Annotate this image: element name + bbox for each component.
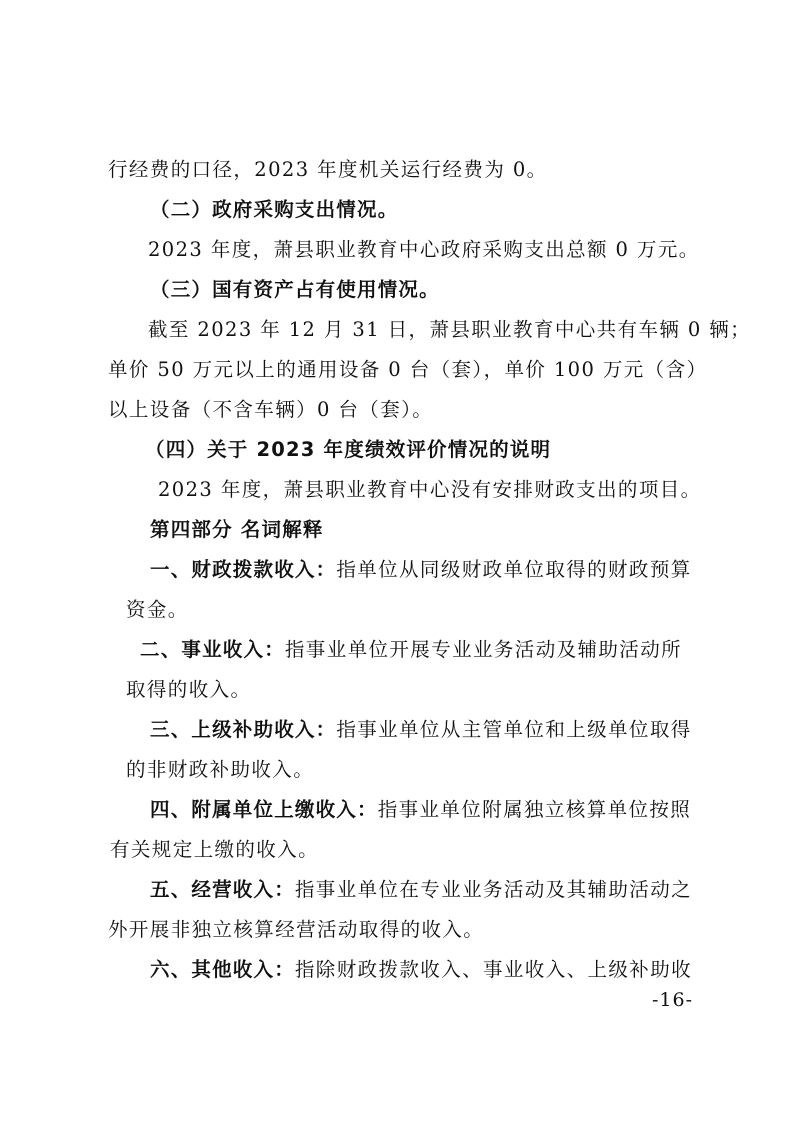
term-text-continued: 有关规定上缴的收入。 — [110, 838, 320, 861]
term-text: 指事业单位从主管单位和上级单位取得 — [336, 718, 692, 741]
term-label: 五、经营收入： — [150, 878, 295, 901]
paragraph-line: 2023 年度，萧县职业教育中心政府采购支出总额 0 万元。 — [148, 238, 700, 261]
term-definition — [150, 550, 740, 590]
term-text: 指单位从同级财政单位取得的财政预算 — [336, 558, 692, 581]
term-text: 指除财政拨款收入、事业收入、上级补助收 — [294, 958, 693, 981]
term-definition — [150, 790, 740, 830]
term-definition — [150, 710, 740, 750]
paragraph-line: 行经费的口径，2023 年度机关运行经费为 0。 — [108, 158, 548, 181]
term-label: 一、财政拨款收入： — [150, 558, 337, 581]
term-label: 二、事业收入： — [140, 638, 285, 661]
term-text-continued: 的非财政补助收入。 — [126, 758, 315, 781]
term-definition — [150, 870, 740, 910]
section-heading: （四）关于 2023 年度绩效评价情况的说明 — [145, 438, 552, 461]
section-heading: （二）政府采购支出情况。 — [150, 198, 399, 221]
term-label: 三、上级补助收入： — [150, 718, 337, 741]
term-text: 指事业单位附属独立核算单位按照 — [377, 798, 692, 821]
page-number: -16- — [652, 989, 694, 1011]
term-text: 指事业单位开展专业业务活动及辅助活动所 — [284, 638, 683, 661]
term-label: 六、其他收入： — [150, 958, 295, 981]
paragraph-line: 单价 50 万元以上的通用设备 0 台（套），单价 100 万元（含） — [108, 358, 708, 381]
term-label: 四、附属单位上缴收入： — [150, 798, 378, 821]
term-text: 指事业单位在专业业务活动及其辅助活动之 — [294, 878, 693, 901]
term-text-continued: 取得的收入。 — [126, 678, 252, 701]
paragraph-line: 截至 2023 年 12 月 31 日，萧县职业教育中心共有车辆 0 辆； — [148, 318, 752, 341]
paragraph-line: 以上设备（不含车辆）0 台（套）。 — [108, 398, 434, 421]
term-definition — [140, 630, 730, 670]
part-heading: 第四部分 名词解释 — [150, 518, 324, 541]
paragraph-line: 2023 年度，萧县职业教育中心没有安排财政支出的项目。 — [158, 478, 702, 501]
term-definition — [150, 950, 740, 990]
term-text-continued: 外开展非独立核算经营活动取得的收入。 — [108, 918, 485, 941]
section-heading: （三）国有资产占有使用情况。 — [150, 278, 440, 301]
term-text-continued: 资金。 — [126, 598, 189, 621]
